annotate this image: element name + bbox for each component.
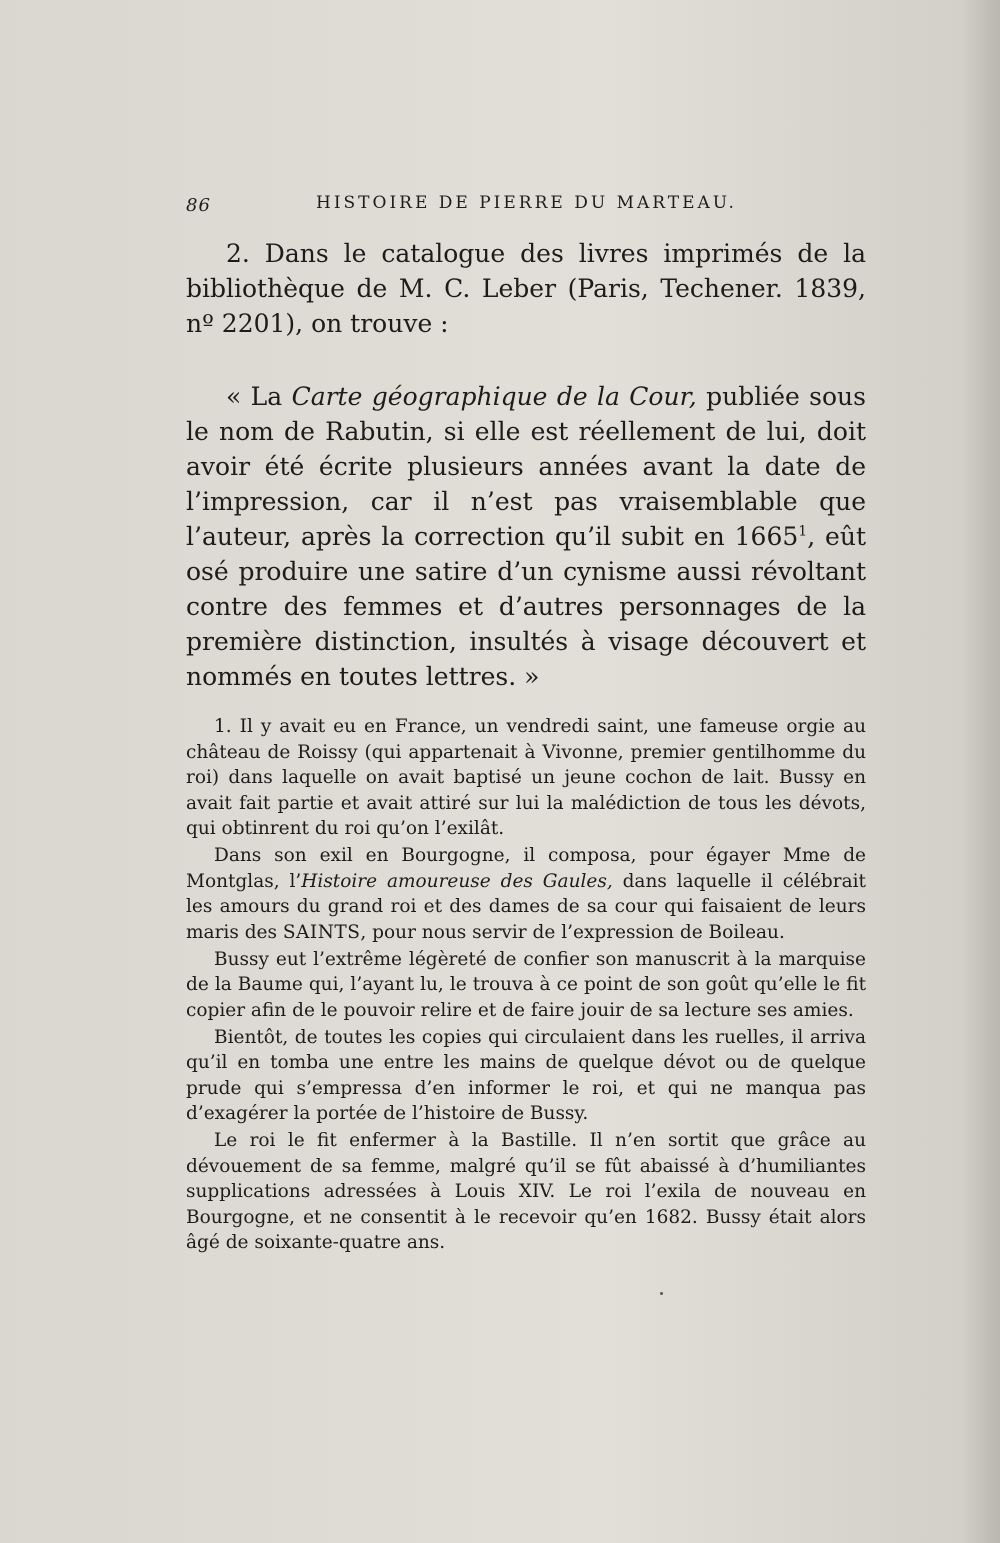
quote-middle: publiée sous le nom de Rabutin, si elle est réellement de lui, doit avoir été écrite plusieurs années avant la date de l’impression, car il n’est pas vraisemblable que l’auteur, après la correction qu’il subit en 1665 — [186, 382, 866, 551]
running-head — [186, 193, 866, 223]
main-text — [186, 236, 866, 694]
footnote-1: 1. Il y avait eu en France, un vendredi saint, une fameuse orgie au château de Roissy (qui appartenait à Vivonne, premier gentilhomme du roi) dans laquelle on avait baptisé un jeune cochon de lait. Bussy en avait fait partie et avait attiré sur lui la malédiction de tous les dévots, qui obtinrent du roi qu’on l’exilât. — [186, 716, 866, 839]
fn2-end: , pour nous servir de l’expression de Boileau. — [360, 921, 785, 943]
fn2-start: Dans son exil en Bourgogne, il composa, pour égayer Mme de Montglas, l’ — [186, 845, 866, 892]
paragraph-catalogue: 2. Dans le catalogue des livres imprimés de la bibliothèque de M. C. Leber (Paris, Techener. 1839, nº 2201), on trouve : — [186, 239, 866, 338]
paper-speck — [660, 1292, 663, 1295]
quote-start: « La — [226, 382, 292, 411]
fn2-middle: dans laquelle il célébrait les amours du grand roi et des dames de sa cour qui faisaient de leurs maris des — [186, 870, 866, 943]
quote-end: , eût osé produire une satire d’un cynisme aussi révoltant contre des femmes et d’autres personnages de la première distinction, insultés à visage découvert et nommés en toutes lettres. » — [186, 522, 866, 691]
footnote-paragraph-3: Bussy eut l’extrême légèreté de confier son manuscrit à la marquise de la Baume qui, l’ayant lu, le trouva à ce point de son goût qu’elle le fit copier afin de le pouvoir relire et de faire jouir de sa lecture ses amies. — [186, 948, 866, 1021]
page-number: 86 — [186, 195, 211, 216]
running-title: HISTOIRE DE PIERRE DU MARTEAU. — [316, 193, 737, 213]
quote-italic-title: Carte géographique de la Cour, — [291, 382, 697, 411]
fn2-saints: SAINTS — [282, 921, 361, 943]
footnote-paragraph-5: Le roi le fit enfermer à la Bastille. Il n’en sortit que grâce au dévouement de sa femme, malgré qu’il se fût abaissé à d’humiliantes supplications adressées à Louis XIV. Le roi l’exila de nouveau en Bourgogne, et ne consentit à le recevoir qu’en 1682. Bussy était alors âgé de soixante-quatre ans. — [186, 1130, 866, 1253]
footnote-paragraph-4: Bientôt, de toutes les copies qui circulaient dans les ruelles, il arriva qu’il en tomba une entre les mains de quelque dévot ou de quelque prude qui s’empressa d’en informer le roi, et qui ne manqua pas d’exagérer la portée de l’histoire de Bussy. — [186, 1026, 866, 1124]
footnotes — [186, 714, 866, 1257]
footnote-reference: 1 — [798, 523, 808, 540]
footnote-paragraph-2 — [186, 843, 866, 945]
paragraph-quotation — [186, 379, 866, 694]
fn2-italic-title: Histoire amoureuse des Gaules, — [301, 870, 613, 892]
